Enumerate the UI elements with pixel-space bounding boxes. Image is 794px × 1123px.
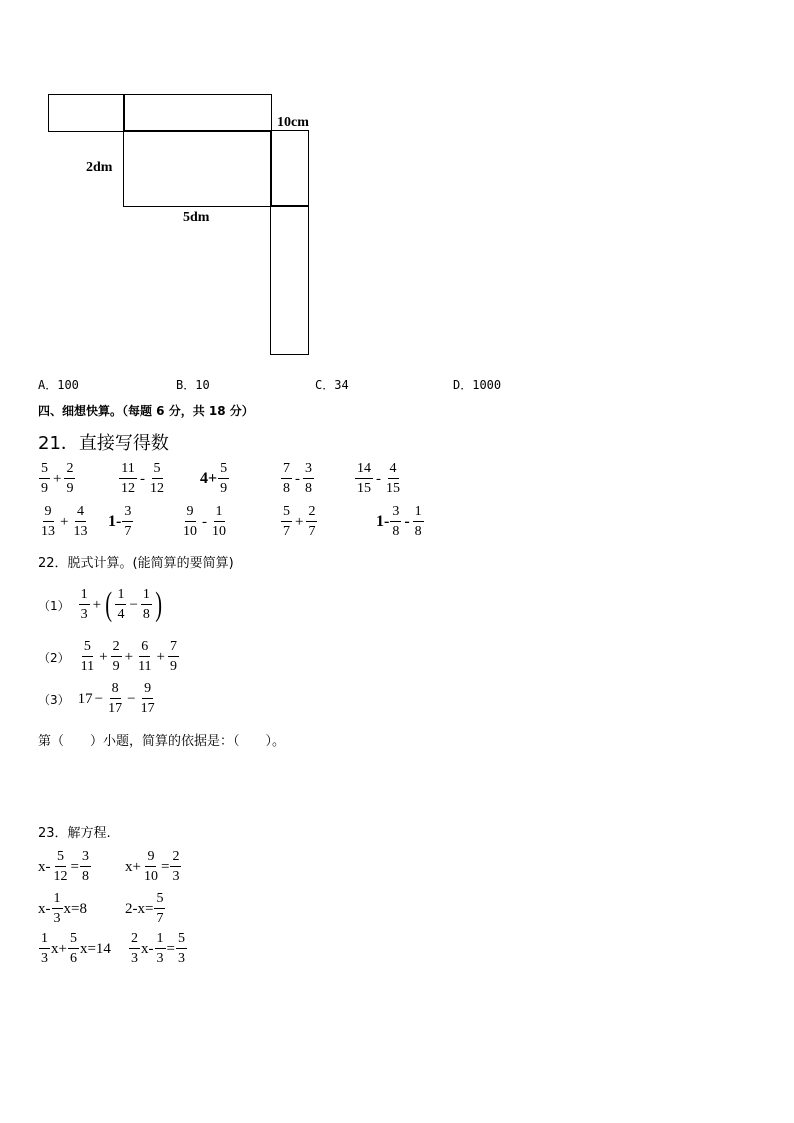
q23-eq-5: $\frac{1}{3}$ x+ $\frac{5}{6}$ x=14 — [41, 931, 111, 966]
q23-title: 23．解方程. — [38, 826, 111, 841]
option-b[interactable]: B．10 — [176, 378, 210, 392]
q23-eq-1: x- $\frac{5}{12}$ = $\frac{3}{8}$ — [38, 849, 89, 884]
q21-expr: $\frac{7}{8}$ - $\frac{3}{8}$ — [283, 461, 312, 496]
net-face-bottom-right — [270, 205, 309, 355]
q21-expr: 1- $\frac{3}{8}$ - $\frac{1}{8}$ — [376, 504, 422, 539]
q21-title: 21．直接写得数 — [38, 433, 169, 454]
label-5dm: 5dm — [183, 210, 210, 225]
q22-note: 第（ ）小题，简算的依据是：（ ）。 — [38, 734, 286, 749]
q21-expr: $\frac{11}{12}$ - $\frac{5}{12}$ — [121, 461, 164, 496]
option-c[interactable]: C．34 — [315, 378, 349, 392]
net-face-front — [123, 130, 272, 207]
q22-expr-3: （3） 17 − $\frac{8}{17}$ − $\frac{9}{17}$ — [38, 681, 155, 716]
q22-title: 22．脱式计算。(能简算的要简算) — [38, 556, 234, 571]
q22-expr-1: （1） $\frac{1}{3}$ + ( $\frac{1}{4}$ − $\frac{1}{8}$ ) — [38, 586, 162, 623]
q22-expr-2: （2） $\frac{5}{11}$ + $\frac{2}{9}$ + $\frac{6}{11}$ + $\frac{7}{9}$ — [38, 639, 178, 674]
option-d[interactable]: D．1000 — [453, 378, 502, 392]
q23-eq-3: x- $\frac{1}{3}$ x=8 — [38, 891, 87, 926]
q23-eq-4: 2-x= $\frac{5}{7}$ — [125, 891, 164, 926]
label-10cm: 10cm — [277, 115, 309, 130]
option-a[interactable]: A．100 — [38, 378, 79, 392]
q21-expr: $\frac{5}{7}$ + $\frac{2}{7}$ — [283, 504, 316, 539]
net-face-right — [270, 130, 309, 207]
q21-expr: $\frac{9}{10}$ - $\frac{1}{10}$ — [183, 504, 226, 539]
net-face-top — [123, 94, 272, 132]
net-face-top-left — [48, 94, 125, 132]
q21-expr: $\frac{14}{15}$ - $\frac{4}{15}$ — [357, 461, 400, 496]
q21-expr: 1- $\frac{3}{7}$ — [108, 504, 132, 539]
label-2dm: 2dm — [86, 160, 113, 175]
q21-expr: $\frac{5}{9}$ + $\frac{2}{9}$ — [41, 461, 74, 496]
q21-expr: $\frac{9}{13}$ + $\frac{4}{13}$ — [41, 504, 88, 539]
section-4-title: 四、细想快算。（每题 6 分，共 18 分） — [38, 404, 254, 418]
q21-expr: 4+ $\frac{5}{9}$ — [200, 461, 228, 496]
q23-eq-2: x+ $\frac{9}{10}$ = $\frac{2}{3}$ — [125, 849, 180, 884]
q23-eq-6: $\frac{2}{3}$ x- $\frac{1}{3}$ = $\frac{5}{3}$ — [131, 931, 185, 966]
